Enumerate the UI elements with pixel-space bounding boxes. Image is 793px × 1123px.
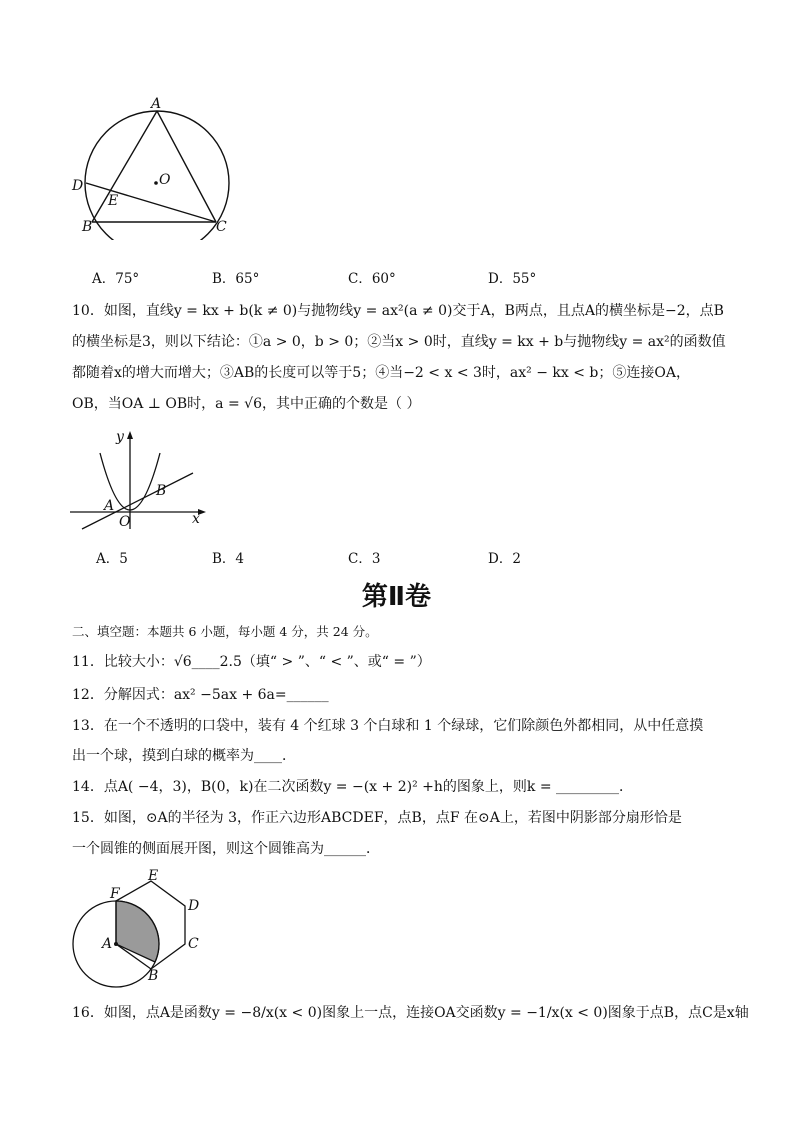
q9-label-B: B: [82, 219, 93, 235]
q10-option-b: B．4: [212, 551, 245, 567]
q9-label-C: C: [216, 219, 227, 235]
q9-center-point: [154, 181, 158, 185]
q9-circle: [85, 111, 229, 240]
q16-text: 16．如图，点A是函数y = −8/x(x < 0)图象上一点，连接OA交函数y = −1/x(x < 0)图象于点B，点C是x轴: [72, 1005, 749, 1021]
q9-option-d: D．55°: [488, 271, 537, 287]
q11-text: 11．比较大小：√6____2.5（填“ > ”、“ < ”、或“ = ”）: [72, 654, 431, 670]
q15-point-A: [114, 942, 118, 946]
q9-circle-figure: [70, 95, 240, 240]
q10-line-1: 10．如图，直线y = kx + b(k ≠ 0)与抛物线y = ax²(a ≠ 0)交于A，B两点，且点A的横坐标是−2，点B: [72, 303, 724, 319]
q10-label-A: A: [104, 498, 115, 514]
q15-line-2: 一个圆锥的侧面展开图，则这个圆锥高为______．: [72, 841, 380, 857]
q13-line-2: 出一个球，摸到白球的概率为____．: [72, 748, 296, 764]
q10-line-2: 的横坐标是3，则以下结论：①a > 0，b > 0；②当x > 0时，直线y = kx + b与抛物线y = ax²的函数值: [72, 334, 726, 350]
q15-label-A: A: [102, 936, 113, 952]
q10-y-axis-arrow: [127, 431, 133, 439]
q15-label-C: C: [188, 936, 199, 952]
q9-label-A: A: [151, 96, 162, 112]
q10-line-3: 都随着x的增大而增大；③AB的长度可以等于5；④当−2 < x < 3时，ax² − kx < b；⑤连接OA，: [72, 365, 690, 381]
q15-line-1: 15．如图，⊙A的半径为 3，作正六边形ABCDEF，点B，点F 在⊙A上，若图中阴影部分扇形恰是: [72, 810, 682, 826]
q15-label-E: E: [148, 868, 159, 884]
q10-option-c: C．3: [348, 551, 381, 567]
q10-line-4: OB，当OA ⊥ OB时，a = √6，其中正确的个数是（ ）: [72, 396, 421, 412]
q13-line-1: 13．在一个不透明的口袋中，装有 4 个红球 3 个白球和 1 个绿球，它们除颜色外都相同，从中任意摸: [72, 718, 704, 734]
q15-label-B: B: [148, 968, 159, 984]
q10-label-x: x: [192, 511, 200, 527]
q15-shaded-sector: [116, 901, 159, 962]
q10-label-B: B: [156, 483, 167, 499]
q9-label-O: O: [159, 172, 171, 188]
q12-text: 12．分解因式：ax² −5ax + 6a=______: [72, 687, 329, 703]
q9-option-b: B．65°: [212, 271, 260, 287]
q9-segment-AB: [92, 111, 157, 222]
q15-label-F: F: [110, 886, 120, 902]
q9-label-D: D: [72, 178, 84, 194]
q9-label-E: E: [108, 193, 119, 209]
q10-label-O: O: [119, 514, 131, 530]
section-intro: 二、填空题：本题共 6 小题，每小题 4 分，共 24 分。: [72, 624, 378, 639]
q10-graph-figure: [68, 425, 213, 535]
section-title: 第Ⅱ卷: [361, 582, 432, 612]
q10-line-kx-b: [82, 473, 193, 529]
q14-text: 14．点A( −4，3)，B(0，k)在二次函数y = −(x + 2)² +h的图象上，则k = _________．: [72, 779, 633, 795]
q10-option-a: A．5: [96, 551, 128, 567]
q9-segment-DC: [86, 183, 216, 222]
q15-label-D: D: [188, 898, 200, 914]
q9-segment-AC: [157, 111, 216, 222]
q15-hexagon-figure: [68, 868, 218, 988]
q9-option-a: A．75°: [92, 271, 140, 287]
q9-option-c: C．60°: [348, 271, 396, 287]
q10-option-d: D．2: [488, 551, 521, 567]
q10-label-y: y: [116, 429, 124, 445]
